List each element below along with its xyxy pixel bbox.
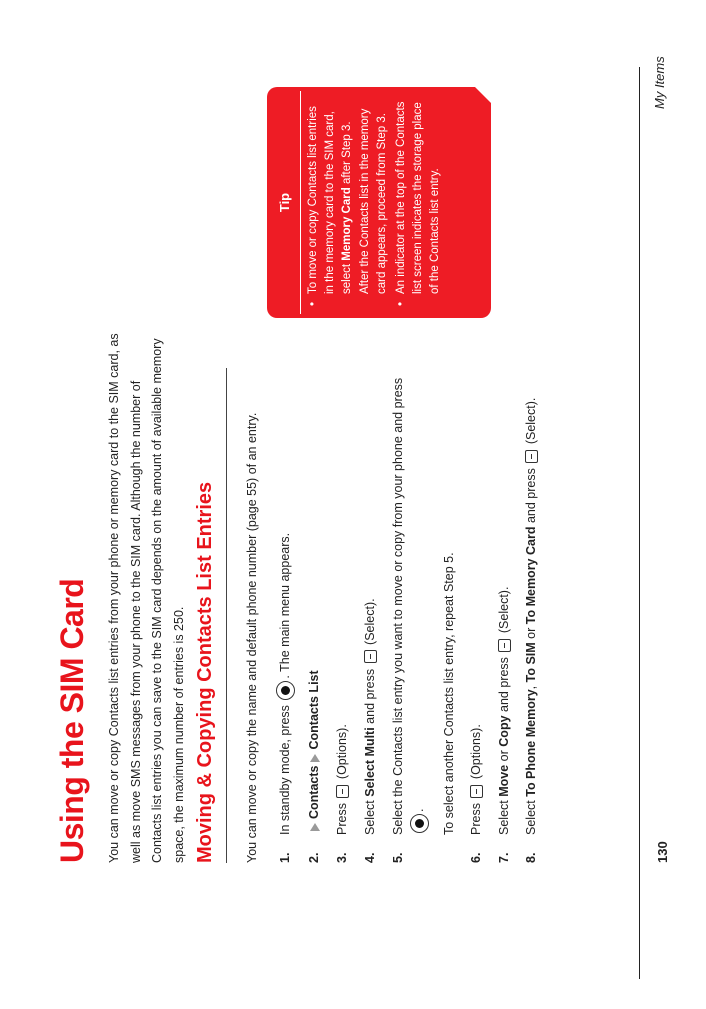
arrow-right-icon [310,823,320,831]
tip-rule [300,91,301,314]
tip-item-text-a: To move or copy Contacts list entries in the memory card to the SIM card, select [307,106,354,294]
step-text [361,598,379,835]
menu-option-to-sim: To SIM [524,642,538,683]
navigation-key-icon [276,681,295,700]
step-text-a: Select [363,800,377,835]
step-text [467,724,485,835]
soft-key-icon [525,450,538,463]
soft-key-icon [336,785,349,798]
step-number: 5. [391,852,405,863]
intro-paragraph: You can move or copy Contacts list entries from your phone or memory card to the SIM card, as well as move SMS messages from your phone to the SIM card. Although the number of Contacts list entries you can save to the SIM card depends on the amount of available memory space, the maximum number of entries is 250. [107,333,186,863]
section-title: Moving & Copying Contacts List Entries [194,481,216,863]
tip-box [267,87,491,318]
step-text [522,398,540,835]
step-text-c: (Select). [524,397,538,445]
section-lead: You can move or copy the name and default phone number (page 55) of an entry. [245,412,259,863]
soft-key-icon [470,785,483,798]
step-text-a: Press [335,803,349,835]
tip-item-memory-card: Memory Card [341,187,354,261]
tip-item-text-b: after Step 3. After the Contacts list in the memory card appears, proceed from Step 3. [341,108,388,294]
soft-key-icon [498,639,511,652]
menu-option-select-multi: Select Multi [363,727,377,797]
page-number: 130 [655,841,670,863]
step-text-comma: , [524,685,538,690]
step-number: 4. [363,852,377,863]
menu-path-contacts-list: Contacts List [307,670,321,750]
tip-title: Tip [277,192,292,213]
tip-folded-corner [474,86,492,104]
step-text [389,378,407,835]
step-text [276,533,295,835]
step-number: 2. [307,852,321,863]
navigation-key-icon [410,814,429,833]
page-title: Using the SIM Card [54,578,90,863]
step-text-a: Select the Contacts list entry you want to move or copy from your phone and press [391,377,405,835]
step-text-a: Press [469,803,483,835]
step-number: 1. [278,852,292,863]
menu-option-to-phone-memory: To Phone Memory [524,689,538,797]
menu-option-copy: Copy [497,715,511,747]
step-text-c: (Select). [363,598,377,645]
step-text-a: Select [497,800,511,835]
step-text-or: or [524,627,538,639]
tip-item [305,98,391,308]
step-number: 3. [335,852,349,863]
tip-item-text: An indicator at the top of the Contacts list screen indicates the storage place of the Contacts list entry. [395,101,442,294]
step-text-b: and press [497,657,511,712]
soft-key-icon [364,650,377,663]
step-text [333,724,351,835]
header-rule [639,67,640,979]
section-rule [226,368,227,863]
step-5-note: To select another Contacts list entry, repeat Step 5. [442,552,456,835]
step-number: 6. [469,852,483,863]
tip-item [393,98,445,308]
step-number: 7. [497,852,511,863]
step-text-c: (Select). [497,586,511,634]
tip-list [305,98,447,308]
running-head: My Items [652,56,667,109]
step-text-b: and press [363,668,377,724]
step-text-b: and press [524,468,538,524]
step-text-b: . [412,808,426,812]
arrow-right-icon [310,754,320,762]
step-5-continued [410,809,429,835]
step-text [495,587,513,835]
menu-option-to-memory-card: To Memory Card [524,526,538,625]
step-text-b: . The main menu appears. [278,532,292,679]
step-text-b: (Options). [469,724,483,780]
step-text-a: Select [524,800,538,835]
step-text [305,670,323,835]
step-text-a: In standby mode, press [278,705,292,835]
step-text-b: (Options). [335,724,349,780]
step-text-or: or [497,750,511,762]
menu-path-contacts: Contacts [307,765,321,819]
menu-option-move: Move [497,764,511,797]
step-number: 8. [524,852,538,863]
